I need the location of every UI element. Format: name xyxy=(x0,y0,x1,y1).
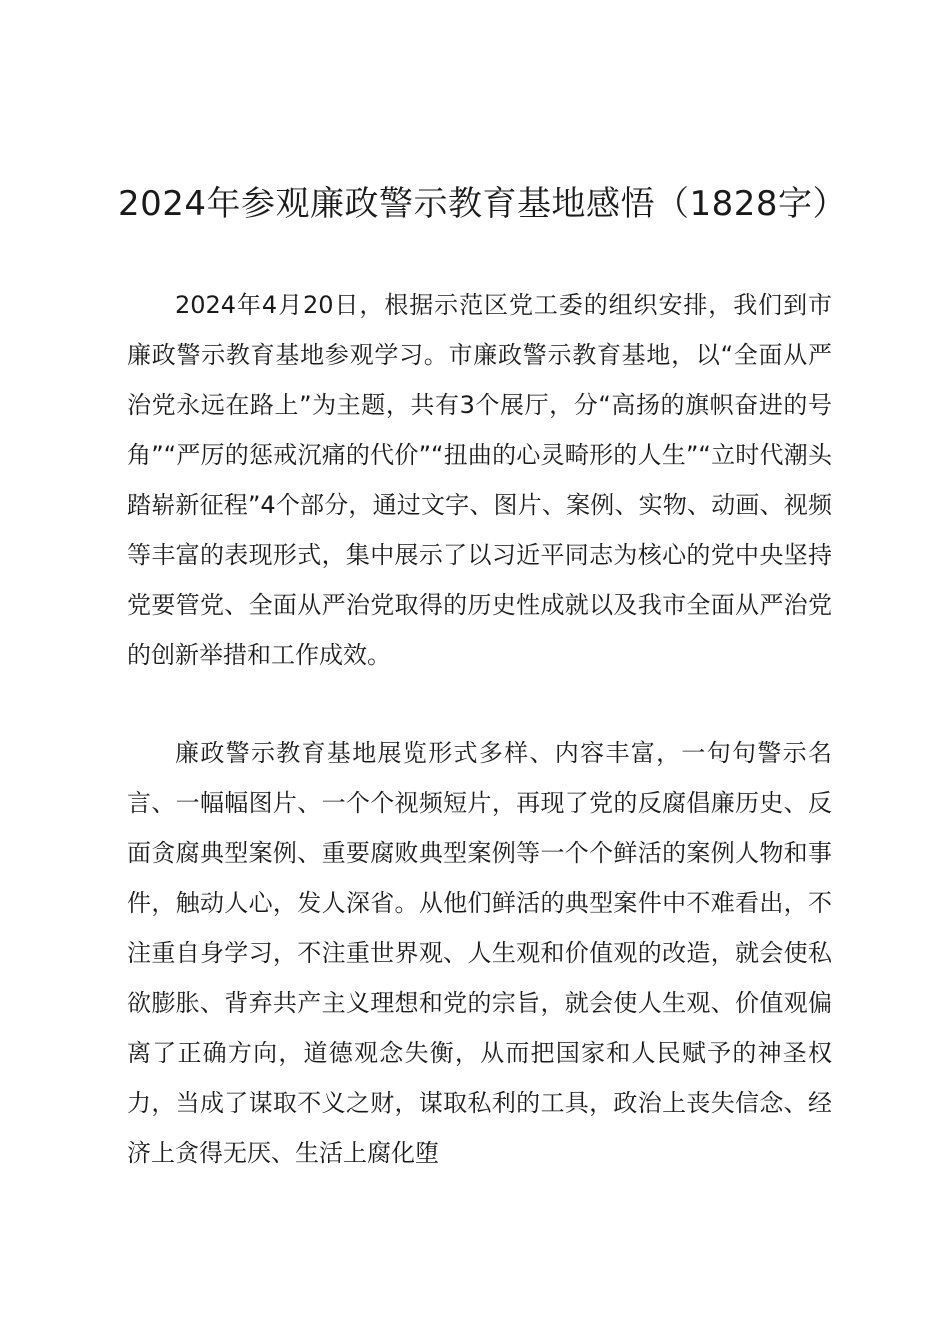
paragraph-2: 廉政警示教育基地展览形式多样、内容丰富，一句句警示名言、一幅幅图片、一个个视频短片，再现了党的反腐倡廉历史、反面贪腐典型案例、重要腐败典型案例等一个个鲜活的案例人物和事件，触动人心，发人深省。从他们鲜活的典型案件中不难看出，不注重自身学习，不注重世界观、人生观和价值观的改造，就会使私欲膨胀、背弃共产主义理想和党的宗旨，就会使人生观、价值观偏离了正确方向，道德观念失衡，从而把国家和人民赋予的神圣权力，当成了谋取不义之财，谋取私利的工具，政治上丧失信念、经济上贪得无厌、生活上腐化堕 xyxy=(127,739,832,1167)
document-title: 2024年参观廉政警示教育基地感悟（1828字） xyxy=(118,184,848,224)
paragraph-1: 2024年4月20日，根据示范区党工委的组织安排，我们到市廉政警示教育基地参观学习。市廉政警示教育基地，以“全面从严治党永远在路上”为主题，共有3个展厅，分“高扬的旗帜奋进的号角”“严厉的惩戒沉痛的代价”“扭曲的心灵畸形的人生”“立时代潮头踏崭新征程”4个部分，通过文字、图片、案例、实物、动画、视频等丰富的表现形式，集中展示了以习近平同志为核心的党中央坚持党要管党、全面从严治党取得的历史性成就以及我市全面从严治党的创新举措和工作成效。 xyxy=(127,291,832,669)
